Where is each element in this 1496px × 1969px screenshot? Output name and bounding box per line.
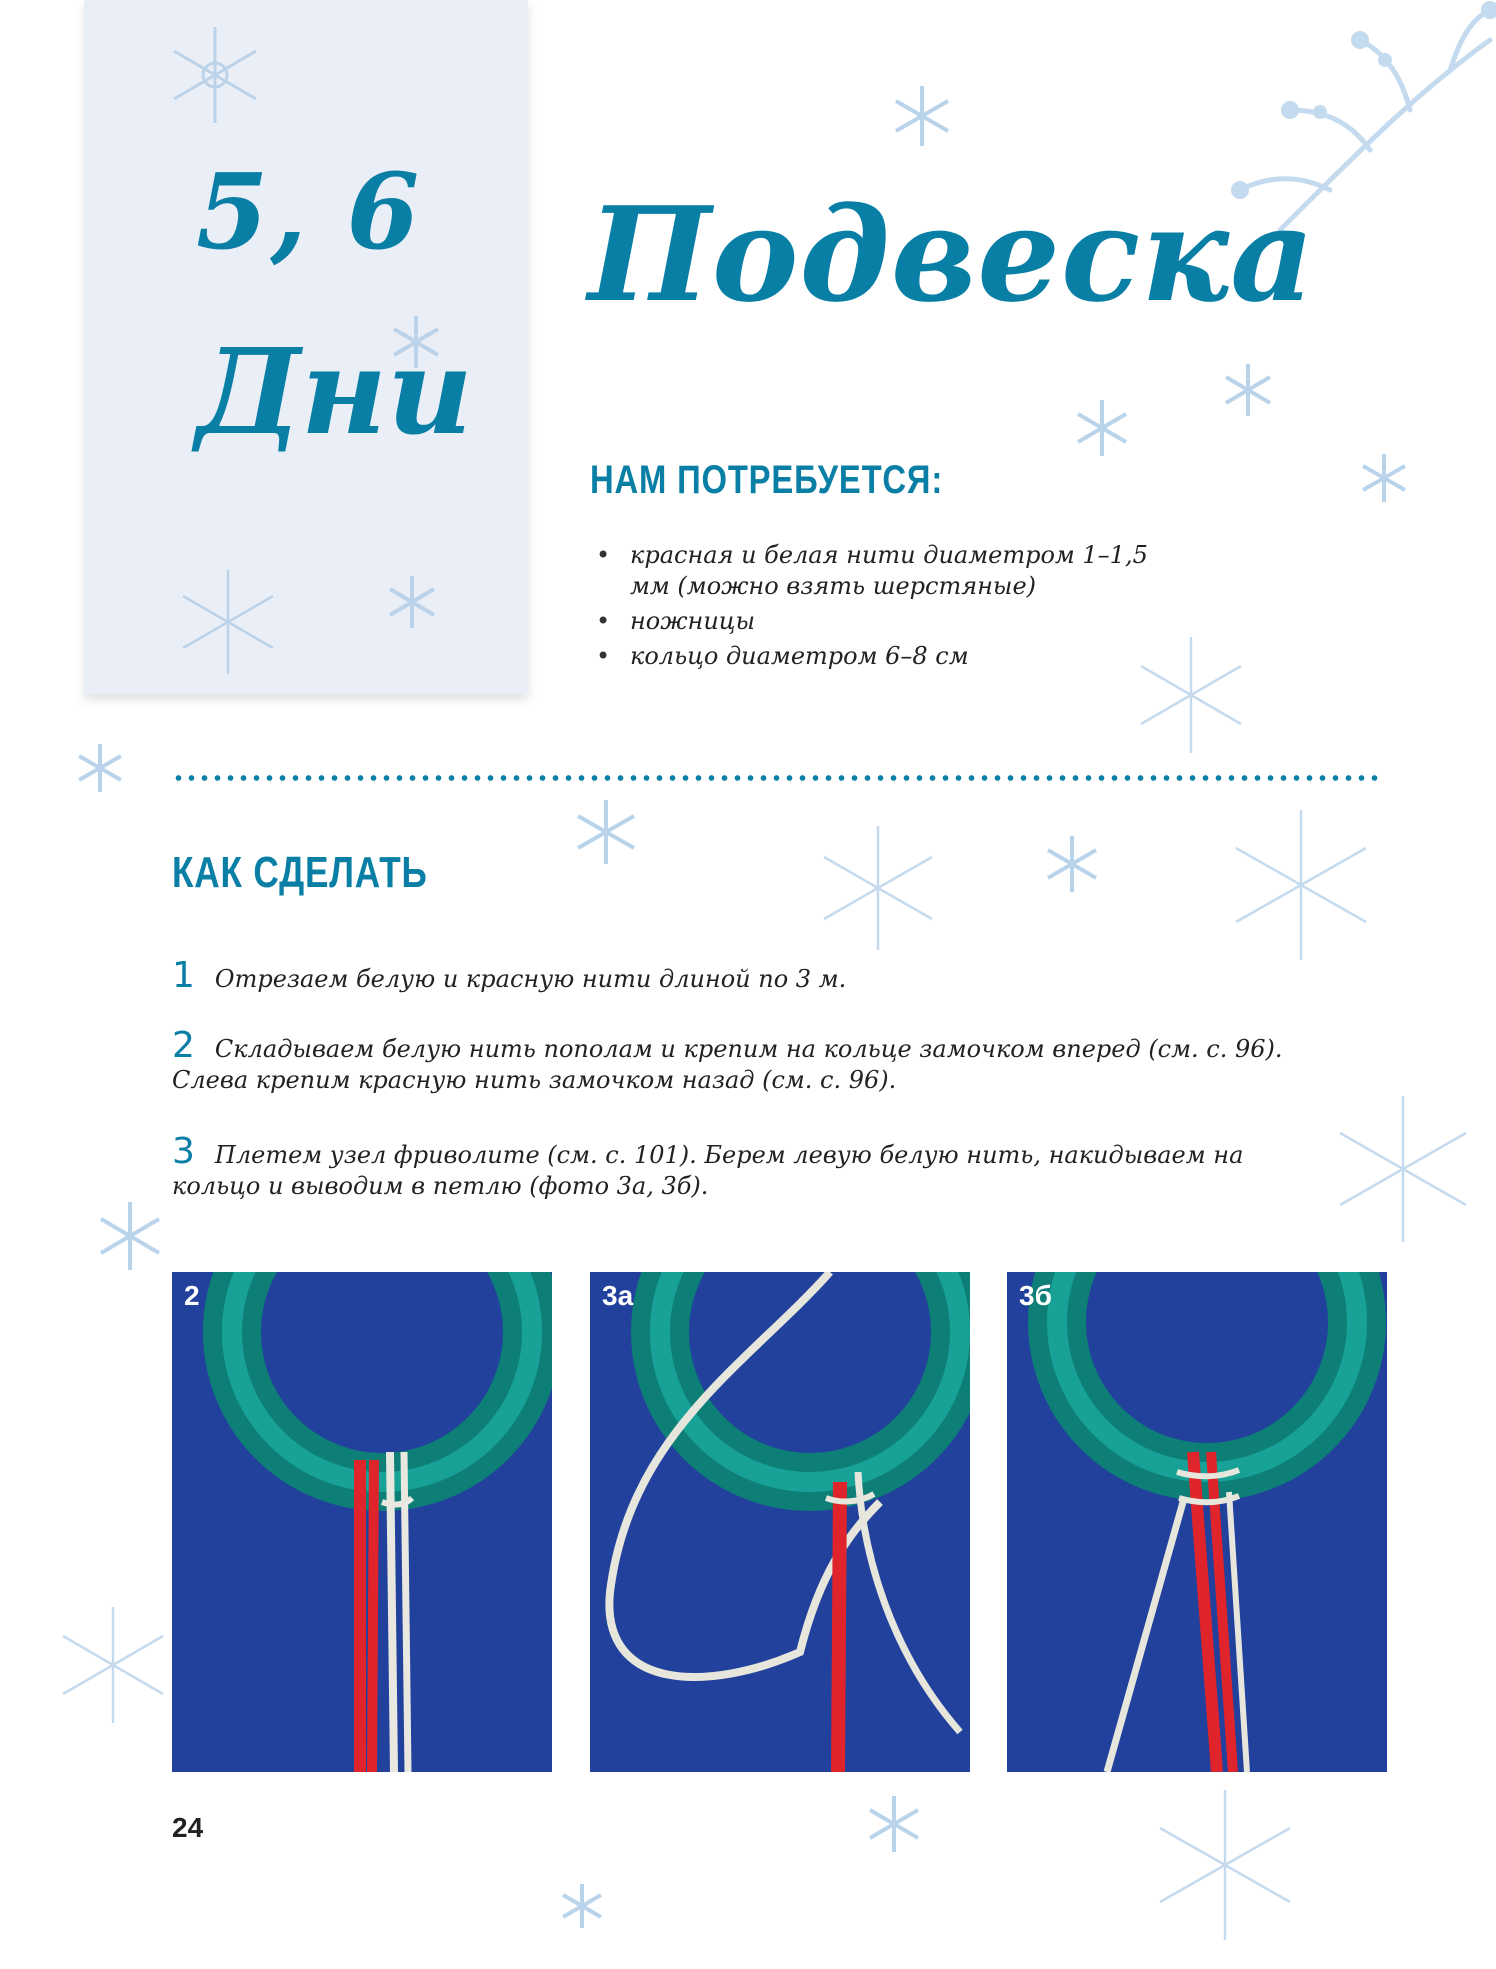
snowflake-decoration-icon (556, 1880, 608, 1932)
photo-label: 3б (1019, 1280, 1052, 1311)
step-number: 3 (172, 1131, 195, 1172)
days-label: Дни (196, 322, 473, 461)
step-number: 2 (172, 1025, 195, 1066)
snowflake-decoration-icon (570, 796, 642, 868)
step-2 (172, 1025, 1312, 1096)
snowflake-decoration-icon (808, 818, 948, 958)
step-text: Плетем узел фриволите (см. с. 101). Берем левую белую нить, накидываем на кольцо и выводим в петлю (фото 3а, 3б). (172, 1141, 1244, 1200)
snowflake-decoration-icon (1320, 1086, 1486, 1252)
snowflake-decoration-icon (862, 1792, 926, 1856)
ring-photo-icon (1007, 1272, 1387, 1772)
snowflake-decoration-icon (382, 572, 442, 632)
materials-list (596, 540, 1150, 676)
snowflake-decoration-icon (1140, 1780, 1310, 1950)
step-text: Отрезаем белую и красную нити длиной по 3 м. (214, 965, 847, 993)
instructions-heading: КАК СДЕЛАТЬ (172, 848, 428, 897)
ring-photo-icon (172, 1272, 552, 1772)
snowflake-decoration-icon (168, 562, 288, 682)
photo-label: 2 (184, 1280, 200, 1311)
snowflake-decoration-icon (48, 1600, 178, 1730)
snowflake-decoration-icon (888, 82, 956, 150)
photo-step-3a (590, 1272, 970, 1772)
page-title: Подвеска (588, 178, 1316, 331)
list-item: • кольцо диаметром 6–8 см (596, 641, 1150, 672)
snowflake-decoration-icon (1218, 360, 1278, 420)
snowflake-decoration-icon (1216, 800, 1386, 970)
materials-heading: НАМ ПОТРЕБУЕТСЯ: (590, 458, 944, 502)
step-text: Складываем белую нить пополам и крепим на кольце замочком вперед (см. с. 96). Слева крепим красную нить замочком назад (см. с. 96). (172, 1035, 1283, 1094)
snowflake-decoration-icon (1356, 450, 1412, 506)
snowflake-decoration-icon (1040, 832, 1104, 896)
snowflake-decoration-icon (72, 740, 128, 796)
step-3 (172, 1131, 1312, 1202)
ring-photo-icon (590, 1272, 970, 1772)
photo-step-2 (172, 1272, 552, 1772)
days-number: 5, 6 (196, 150, 422, 273)
snowflake-decoration-icon (160, 20, 270, 130)
dotted-divider (172, 774, 1382, 782)
photo-step-3b (1007, 1272, 1387, 1772)
list-item: • ножницы (596, 606, 1150, 637)
step-number: 1 (172, 955, 195, 996)
step-1 (172, 955, 1312, 996)
photo-label: 3а (602, 1280, 634, 1311)
page-number: 24 (172, 1812, 204, 1843)
list-item: • красная и белая нити диаметром 1–1,5 мм (можно взять шерстяные) (596, 540, 1150, 602)
snowflake-decoration-icon (92, 1198, 168, 1274)
snowflake-decoration-icon (1070, 396, 1134, 460)
